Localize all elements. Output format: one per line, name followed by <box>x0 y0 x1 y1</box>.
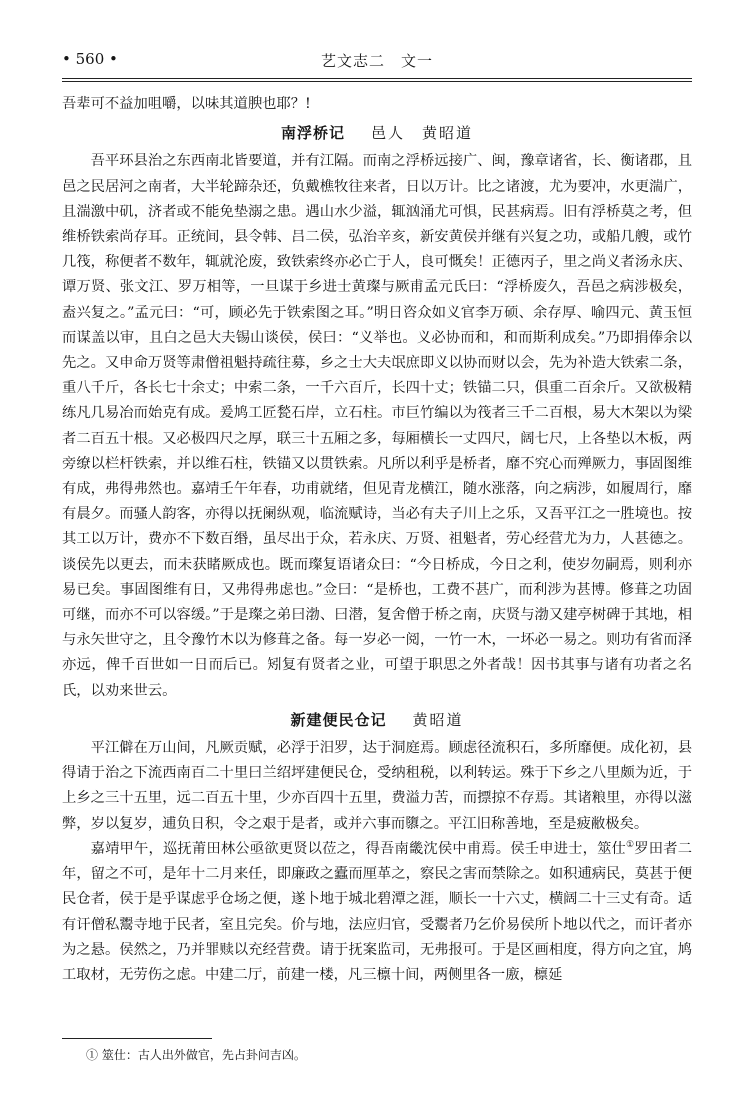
page-body <box>62 92 692 988</box>
essay1-title: 南浮桥记 <box>280 124 345 143</box>
page-number: • 560 • <box>62 50 118 68</box>
essay2-paragraph-2 <box>62 837 692 988</box>
essay2-paragraph-1: 平江僻在万山间，凡厥贡赋，必浮于汨罗，达于洞庭焉。顾虑径流积石，多所靡便。成化初，县得请于治之下流西南百二十里曰兰绍坪建便民仓，受纳租税，以利转运。殊于下乡之八里颇为近，于上乡之三十五里，远二百五十里，少亦百四十五里，费溢力苦，而摽掠不存焉。其诸粮里，亦得以滋弊，岁以复岁，逋负日积，令之艰于是者，或并六事而隳之。平江旧称善地，至是疲敝极矣。 <box>62 740 692 832</box>
essay2-heading <box>62 708 692 733</box>
essay1-author: 邑人 黄昭道 <box>371 124 474 143</box>
essay1-paragraph: 吾平环县治之东西南北皆要道，并有江隔。而南之浮桥远接广、闽，豫章诸省，长、衡诸郡，且邑之民居河之南者，大半轮蹄杂还，负戴樵牧往来者，日以万计。比之诸渡，尤为要冲，水更湍广，且湍激中矶，济者或不能免垫溺之患。遇山水少溢，辄汹涌尤可惧，民甚病焉。旧有浮桥莫之考，但维桥铁索尚存耳。正统间，县令韩、吕二侯，弘治辛亥，新安黄侯并继有兴复之功，或船几艘，或竹几筏，称便者不数年，辄就沦废，致铁索终亦必亡于人，良可慨矣！正德丙子，里之尚义者汤永庆、谭万贤、张文江、罗万相等，一旦谋于乡进士黄璨与厥甫孟元氏曰：“浮桥废久，吾邑之病涉极矣，盍兴复之。”孟元曰：“可，顾必先于铁索图之耳。”明日咨众如义官李万硕、余存厚、喻四元、黄玉恒而谋盖以审，且白之邑大夫锡山谈侯，侯曰：“义举也。义必协而和，和而斯利成矣。”乃即捐俸余以先之。又申命万贤等肃僧祖魁持疏往募，乡之士大夫氓庶即义以协而财以会，先为补造大铁索二条，重八千斤，各长七十余丈；中索二条，一千六百斤，长四十丈；铁锚二只，俱重二百余斤。又欲极精练凡几易冶而始克有成。爰鸠工匠甃石岸，立石柱。市巨竹编以为筏者三千二百根，易大木架以为梁者二百五十根。又必极四尺之厚，联三十五厢之多，每厢横长一丈四尺，阔七尺，上各垫以木板，两旁缭以栏杆铁索，并以维石柱，铁锚又以贯铁索。凡所以利乎是桥者，靡不究心而殚厥力，事固图维有成，弗得弗然也。嘉靖壬午年春，功甫就绪，但见青龙横江，随水涨落，向之病涉，如履周行，靡有晨夕。而骚人韵客，亦得以抚阑纵观，临流赋诗，当必有夫子川上之乐，又吾平江之一胜境也。按其工以万计，费亦不下数百缗，虽尽出于众，若永庆、万贤、祖魁者，劳心经营尤为力，人甚德之。谈侯先以更去，而未获睹厥成也。既而璨复语诸众曰：“今日桥成，今日之利，使岁勿嗣焉，则利亦易已矣。事固图维有日，又弗得弗虑也。”佥曰：“是桥也，工费不甚广，而利涉为甚博。修葺之功固可继，而亦不可以容缓。”于是璨之弟曰渤、曰潜，复舍僧于桥之南，庆贤与渤又建亭树碑于其地，相与永矢世守之，且令豫竹木以为修葺之备。每一岁必一阅，一竹一木，一坏必一易之。则功有省而泽亦远，俾千百世如一日而后已。矧复有贤者之业，可望于职思之外者哉！因书其事与诸有功者之名氏，以劝来世云。 <box>62 153 692 699</box>
intro-line: 吾辈可不益加咀嚼，以味其道腴也耶？! <box>62 96 311 112</box>
essay1-heading <box>62 121 692 146</box>
footnote-rule <box>62 1038 212 1039</box>
footnote <box>86 1046 306 1063</box>
essay2-author: 黄昭道 <box>412 710 464 729</box>
header-rule <box>62 78 692 79</box>
essay2-title: 新建便民仓记 <box>290 710 387 729</box>
essay2-paragraph-2-part-b: 罗田者二年，留之不可，是年十二月来任，即廉政之蠹而厘革之，察民之害而禁除之。如积逋病民，莫甚于便民仓者，侯于是乎谋虑乎仓场之便，遂卜地于城北碧潭之涯，顺长一十六丈，横阔二十三丈有奇。适有讦僧私鬻寺地于民者，室且完矣。价与地，法应归官，受鬻者乃乞价易侯所卜地以代之，而讦者亦为之悬。侯然之，乃并罪赎以充经营费。请于抚案监司，无弗报可。于是区画相度，得方向之宜，鸠工取材，无劳伤之虑。中建二厅，前建一楼，凡三檩十间，两侧里各一廒，檩延 <box>62 840 693 983</box>
footnote-reference[interactable]: ① <box>626 840 635 851</box>
header-rule-thin <box>62 81 692 82</box>
footnote-mark: ① <box>86 1048 99 1062</box>
page-header <box>62 50 692 76</box>
footnote-text: 筮仕：古人出外做官，先占卦问吉凶。 <box>101 1048 306 1062</box>
essay2-paragraph-2-part-a: 嘉靖甲午，巡抚莆田林公亟欲更贤以莅之，得吾南畿沈侯中甫焉。侯壬申进士，筮仕 <box>90 840 627 857</box>
running-title: 艺文志二 文一 <box>320 52 433 70</box>
